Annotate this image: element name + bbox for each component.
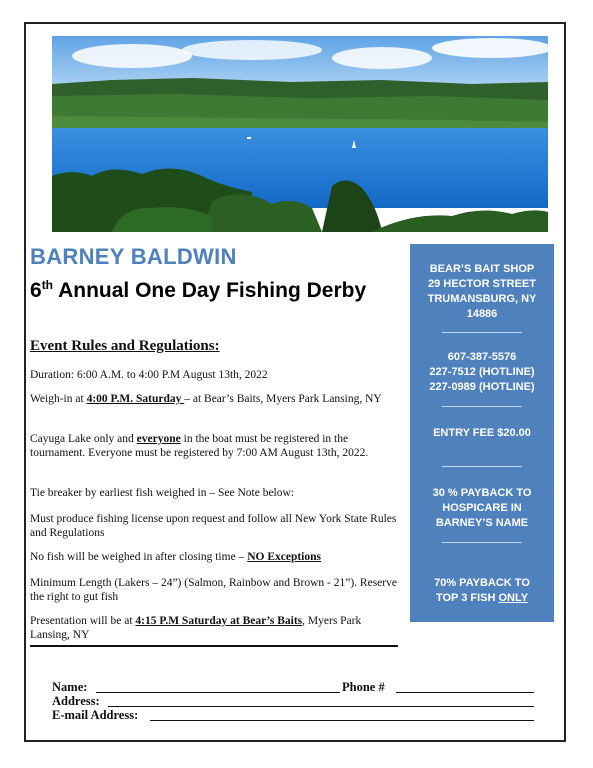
section-divider — [30, 645, 398, 647]
ordinal-number: 6 — [30, 279, 42, 302]
rule-license: Must produce fishing license upon request and follow all New York State Rules and Regulations — [30, 513, 397, 539]
presentation-pre: Presentation will be at — [30, 615, 136, 627]
name-label: Name: — [52, 680, 88, 694]
shop-address — [410, 262, 554, 322]
top3-line-2 — [410, 591, 554, 606]
address-label: Address: — [52, 694, 100, 708]
shop-name: BEAR’S BAIT SHOP — [429, 263, 535, 275]
nofish-pre: No fish will be weighed in after closing time – — [30, 551, 248, 563]
name-field[interactable] — [96, 692, 340, 693]
entry-fee: ENTRY FEE $20.00 — [433, 427, 531, 439]
address-field[interactable] — [108, 706, 534, 707]
sidebar-divider — [442, 466, 522, 467]
email-field[interactable] — [150, 720, 534, 721]
ordinal-suffix: th — [41, 278, 54, 292]
rule-no-fish — [30, 550, 402, 564]
phone-label: Phone # — [342, 680, 385, 694]
top3-pre: TOP 3 FISH — [435, 592, 499, 604]
rule-duration: Duration: 6:00 A.M. to 4:00 P.M August 13th, 2022 — [30, 369, 268, 381]
sidebar-divider — [442, 332, 522, 333]
cayuga-pre: Cayuga Lake only and — [30, 433, 137, 445]
rule-tiebreaker: Tie breaker by earliest fish weighed in – See Note below: — [30, 487, 295, 499]
rules-heading: Event Rules and Regulations: — [30, 338, 220, 354]
shop-zip: 14886 — [466, 308, 498, 320]
payback-top3 — [410, 576, 554, 606]
rule-min-length: Minimum Length (Lakers – 24”) (Salmon, Rainbow and Brown - 21”). Reserve the right to gut fish — [30, 577, 397, 603]
event-honoree: BARNEY BALDWIN — [30, 244, 237, 269]
presentation-post: , Myers Park Lansing, NY — [30, 615, 362, 641]
cayuga-post: in the boat must be registered in the tournament. Everyone must be registered by 7:00 AM August 13th, 2022. — [30, 433, 369, 459]
event-title-text: Annual One Day Fishing Derby — [58, 279, 367, 302]
rule-cayuga — [30, 432, 402, 460]
presentation-time: 4:15 P.M Saturday at Bear’s Baits — [135, 615, 303, 627]
phone-2: 227-7512 (HOTLINE) — [429, 366, 535, 378]
hospicare-line-2: HOSPICARE IN — [442, 502, 522, 514]
weighin-post: – at Bear’s Baits, Myers Park Lansing, NY — [184, 393, 382, 405]
weighin-time: 4:00 P.M. Saturday — [86, 393, 185, 405]
phone-numbers — [410, 350, 554, 395]
rule-weighin — [30, 392, 402, 406]
weighin-pre: Weigh-in at — [30, 393, 87, 405]
phone-3: 227-0989 (HOTLINE) — [429, 381, 535, 393]
nofish-exceptions: NO Exceptions — [247, 551, 321, 563]
sidebar-divider — [442, 542, 522, 543]
cayuga-everyone: everyone — [136, 433, 181, 445]
info-sidebar — [410, 244, 554, 622]
email-label: E-mail Address: — [52, 708, 139, 722]
hospicare-line-3: BARNEY’S NAME — [435, 517, 529, 529]
rule-presentation — [30, 614, 402, 642]
lake-photo — [52, 36, 548, 232]
hospicare-line-1: 30 % PAYBACK TO — [432, 487, 532, 499]
shop-street: 29 HECTOR STREET — [428, 278, 536, 290]
phone-field[interactable] — [396, 692, 534, 693]
top3-only: ONLY — [498, 592, 529, 604]
top3-line-1: 70% PAYBACK TO — [434, 577, 530, 589]
payback-hospicare — [410, 486, 554, 531]
event-title — [30, 272, 390, 304]
shop-city: TRUMANSBURG, NY — [427, 293, 537, 305]
phone-1: 607-387-5576 — [447, 351, 517, 363]
sidebar-divider — [442, 406, 522, 407]
